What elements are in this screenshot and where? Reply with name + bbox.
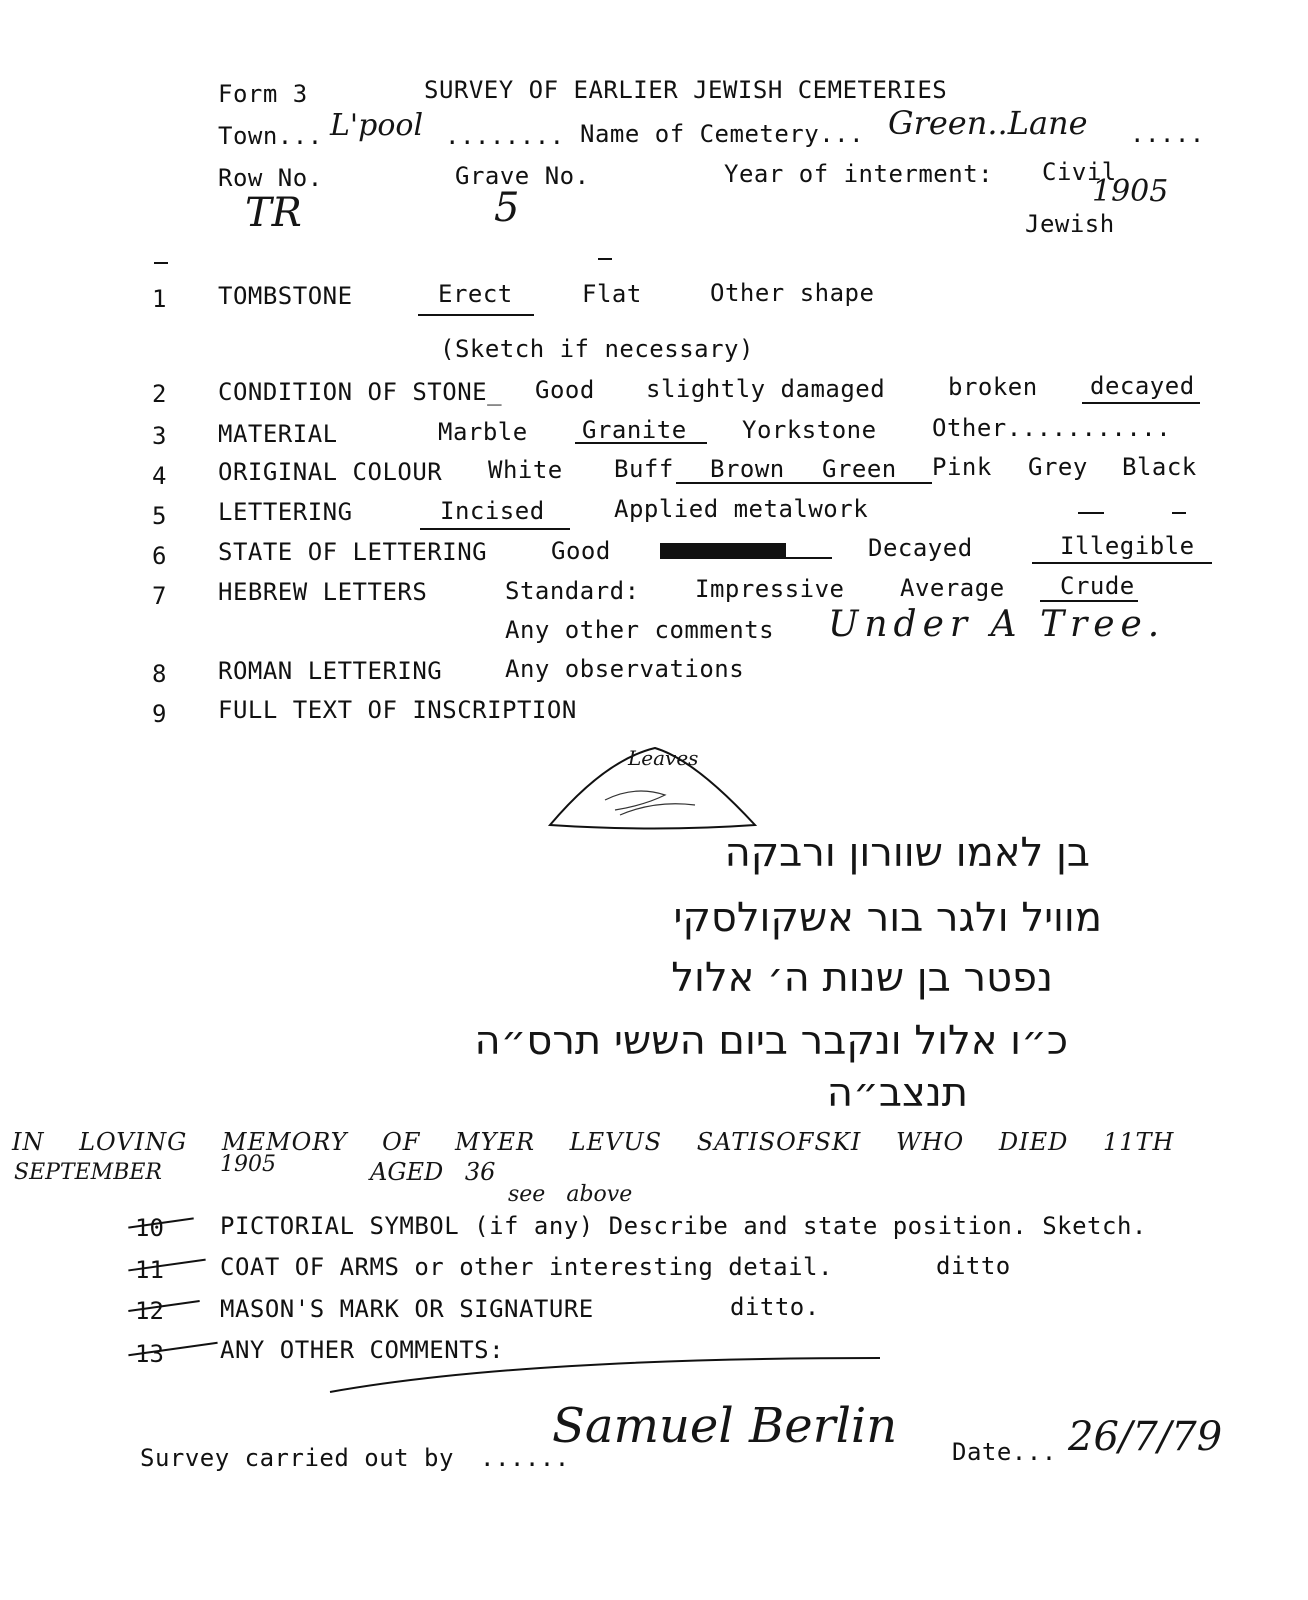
grave-value: 5: [494, 185, 520, 231]
cemetery-label: Name of Cemetery...: [580, 120, 865, 148]
item-number: 2: [152, 380, 167, 408]
underline-erect: [418, 314, 534, 316]
form-number: Form 3: [218, 80, 308, 108]
hebrew-line-5: תנצב״ה: [826, 1070, 968, 1116]
item-number: 6: [152, 542, 167, 570]
option-good: Good: [535, 376, 595, 404]
option-impressive: Impressive: [695, 575, 845, 603]
cemetery-value: Green..Lane: [888, 104, 1088, 142]
state-label: STATE OF LETTERING: [218, 538, 488, 566]
condition-label: CONDITION OF STONE_: [218, 378, 503, 406]
underline-incised: [420, 528, 570, 530]
item-number: 7: [152, 582, 167, 610]
item-number: 13: [135, 1340, 164, 1368]
colour-label: ORIGINAL COLOUR: [218, 458, 443, 486]
option-decayed: decayed: [1090, 372, 1195, 400]
jewish-label: Jewish: [1025, 210, 1115, 238]
town-label: Town...: [218, 122, 323, 150]
sketch-note: (Sketch if necessary): [440, 335, 754, 363]
option-white: White: [488, 456, 563, 484]
option-state-good: Good: [551, 537, 611, 565]
option-pink: Pink: [932, 453, 992, 481]
mason-label: MASON'S MARK OR SIGNATURE: [220, 1295, 594, 1323]
form-title: SURVEY OF EARLIER JEWISH CEMETERIES: [424, 76, 948, 104]
civil-label: Civil: [1042, 158, 1117, 186]
option-black: Black: [1122, 453, 1197, 481]
survey-dots: ......: [480, 1444, 570, 1472]
observations-label: Any observations: [505, 655, 745, 683]
option-crude: Crude: [1060, 572, 1135, 600]
row-label: Row No.: [218, 164, 323, 192]
town-dots: ........: [445, 122, 565, 150]
date-label: Date...: [952, 1438, 1057, 1466]
hebrew-line-1: בן לאמו שוורון ורבקה: [724, 830, 1090, 876]
underline-granite: [575, 442, 707, 444]
hebrew-label: HEBREW LETTERS: [218, 578, 428, 606]
option-incised: Incised: [440, 497, 545, 525]
other-comments-label: ANY OTHER COMMENTS:: [220, 1336, 505, 1364]
underline-redacted: [660, 557, 832, 559]
pictorial-label: PICTORIAL SYMBOL (if any) Describe and state position. Sketch.: [220, 1212, 1147, 1240]
item-number: 3: [152, 422, 167, 450]
mason-ditto: ditto.: [730, 1293, 820, 1321]
hebrew-line-4: כ״ו אלול ונקבר ביום הששי תרס״ה: [474, 1018, 1068, 1064]
surveyor-signature: Samuel Berlin: [552, 1398, 898, 1454]
civil-year-value: 1905: [1092, 174, 1169, 209]
option-grey: Grey: [1028, 453, 1088, 481]
year-label: Year of interment:: [724, 160, 994, 188]
see-above-note: see above: [508, 1182, 633, 1207]
sketch-label: Leaves: [628, 746, 699, 770]
material-label: MATERIAL: [218, 420, 338, 448]
lettering-label: LETTERING: [218, 498, 353, 526]
coat-ditto: ditto: [936, 1252, 1011, 1280]
date-value: 26/7/79: [1068, 1414, 1223, 1460]
item-number: 12: [135, 1297, 164, 1325]
margin-tick: [1078, 512, 1104, 514]
option-applied-metalwork: Applied metalwork: [614, 495, 869, 523]
option-slightly-damaged: slightly damaged: [646, 375, 886, 403]
margin-tick: [1172, 512, 1186, 514]
comments-scribble-line: [320, 1348, 890, 1398]
option-brown: Brown: [710, 455, 785, 483]
option-granite: Granite: [582, 416, 687, 444]
underline-colour: [676, 482, 932, 484]
english-inscription-year: 1905: [220, 1152, 276, 1177]
english-inscription-line-1: IN LOVING MEMORY OF MYER LEVUS SATISOFSKI WHO DIED 11TH: [12, 1128, 1175, 1156]
row-value: TR: [245, 190, 302, 236]
option-erect: Erect: [438, 280, 513, 308]
option-broken: broken: [948, 373, 1038, 401]
item-number: 10: [135, 1214, 164, 1242]
item-number: 1: [152, 285, 167, 313]
margin-tick: [154, 262, 168, 264]
option-other-shape: Other shape: [710, 279, 875, 307]
survey-label: Survey carried out by: [140, 1444, 454, 1472]
comments-label: Any other comments: [505, 616, 775, 644]
hebrew-line-2: מוויל ולגר בור אשקולסקי: [673, 895, 1102, 941]
underline-crude: [1040, 600, 1138, 602]
margin-tick: [598, 258, 612, 260]
grave-label: Grave No.: [455, 162, 590, 190]
comments-value: Under A Tree.: [828, 604, 1166, 645]
town-value: L'pool: [330, 108, 424, 143]
option-green: Green: [822, 455, 897, 483]
tombstone-label: TOMBSTONE: [218, 282, 353, 310]
cemetery-dots: .....: [1130, 120, 1205, 148]
english-inscription-september: SEPTEMBER: [14, 1160, 162, 1185]
standard-label: Standard:: [505, 577, 640, 605]
option-average: Average: [900, 574, 1005, 602]
english-inscription-age: AGED 36: [370, 1158, 496, 1186]
item-number: 4: [152, 462, 167, 490]
item-number: 11: [135, 1256, 164, 1284]
option-other-material: Other...........: [932, 414, 1172, 442]
option-state-decayed: Decayed: [868, 534, 973, 562]
coat-label: COAT OF ARMS or other interesting detail.: [220, 1253, 833, 1281]
underline-decayed: [1082, 402, 1200, 404]
option-marble: Marble: [438, 418, 528, 446]
roman-label: ROMAN LETTERING: [218, 657, 443, 685]
item-number: 8: [152, 660, 167, 688]
fulltext-label: FULL TEXT OF INSCRIPTION: [218, 696, 577, 724]
option-flat: Flat: [582, 280, 642, 308]
underline-illegible: [1032, 562, 1212, 564]
option-buff: Buff: [614, 455, 674, 483]
item-number: 9: [152, 700, 167, 728]
item-number: 5: [152, 502, 167, 530]
option-illegible: Illegible: [1060, 532, 1195, 560]
option-yorkstone: Yorkstone: [742, 416, 877, 444]
hebrew-line-3: נפטר בן שנות ה׳ אלול: [671, 955, 1053, 1001]
